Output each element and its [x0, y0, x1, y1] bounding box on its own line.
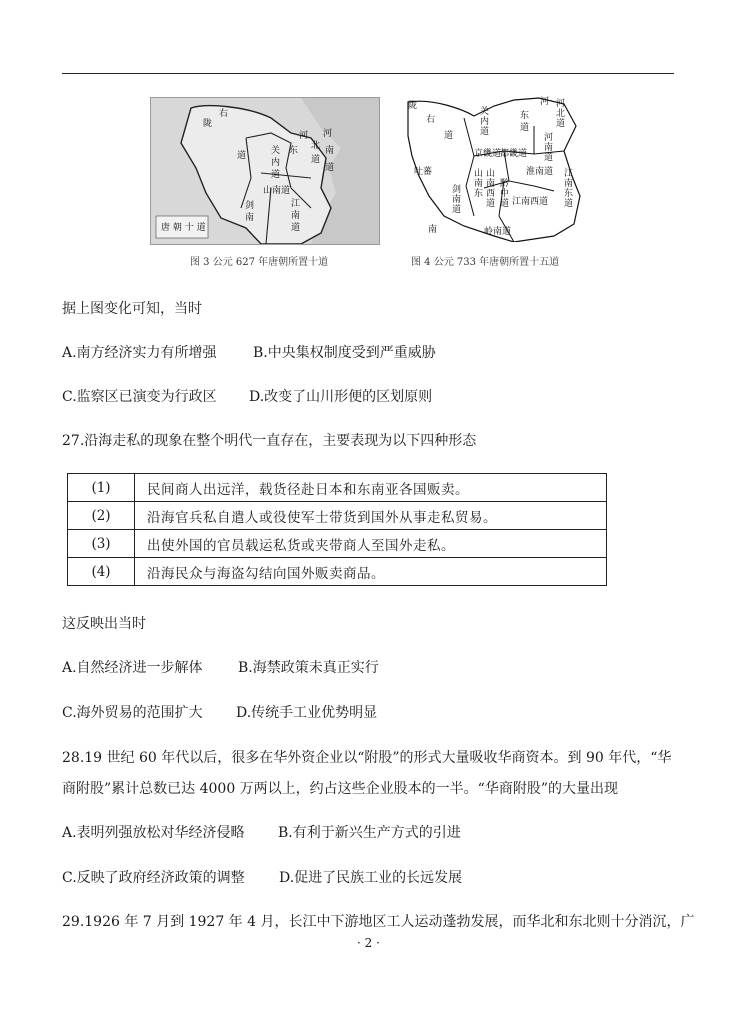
map-label: 山南道 [263, 186, 291, 196]
table-cell-text: 民间商人出远洋，载货径赴日本和东南亚各国贩卖。 [135, 474, 607, 502]
map-label: 江南西道 [512, 197, 549, 207]
table-cell-text: 沿海民众与海盗勾结向国外贩卖商品。 [135, 558, 607, 586]
map-label: 道 [520, 123, 530, 133]
map-label: 南 [245, 213, 255, 223]
q26-stem: 据上图变化可知，当时 [62, 301, 202, 317]
map-label: 南 [486, 179, 496, 189]
map-label: 剑 [452, 185, 462, 195]
table-row [68, 530, 607, 558]
q26-option-b: B.中央集权制度受到严重威胁 [253, 345, 436, 361]
map-label: 道 [564, 199, 574, 209]
map-label: 黔 [500, 179, 510, 189]
map-label: 北 [556, 109, 566, 119]
q28-option-b: B.有利于新兴生产方式的引进 [278, 825, 461, 841]
map-label: 道 [480, 127, 490, 137]
map-label: 吐蕃 [414, 167, 433, 177]
map-label: 都畿道 [500, 149, 528, 159]
map-label: 河 [544, 133, 554, 143]
table-cell-text: 出使外国的官员载运私货或夹带商人至国外走私。 [135, 530, 607, 558]
map-label: 道 [271, 170, 281, 180]
map-label: 南 [544, 143, 554, 153]
map-label: 道 [486, 199, 496, 209]
table-cell-num: (3) [68, 530, 135, 558]
map-label: 东 [474, 189, 484, 199]
map-label: 淮南道 [526, 167, 554, 177]
q26-option-c: C.监察区已演变为行政区 [62, 389, 217, 405]
map-label: 江 [291, 199, 301, 209]
figure-3-map [150, 97, 380, 245]
q26-option-d: D.改变了山川形便的区划原则 [249, 389, 433, 405]
map-label: 西 [486, 189, 496, 199]
map-label: 陇 [203, 119, 213, 129]
table-row [68, 558, 607, 586]
map-label: 关 [480, 107, 490, 117]
map-label: 东 [564, 189, 574, 199]
map-label: 南 [325, 146, 335, 156]
map-label: 道 [291, 223, 301, 233]
map-label: 内 [271, 158, 281, 168]
q28-line-1: 28.19 世纪 60 年代以后，很多在华外资企业以“附股”的形式大量吸收华商资本。到 90 年代，“华 [62, 750, 672, 766]
map-label: 河 [323, 129, 333, 139]
q27-option-d: D.传统手工业优势明显 [236, 705, 378, 721]
map-label: 东 [520, 111, 530, 121]
map-label: 道 [311, 155, 321, 165]
q27-stem: 27.沿海走私的现象在整个明代一直存在，主要表现为以下四种形态 [62, 433, 477, 449]
map-label: 陇 [408, 101, 418, 111]
q27-option-c: C.海外贸易的范围扩大 [62, 705, 203, 721]
map-label: 南 [474, 179, 484, 189]
q28-option-c: C.反映了政府经济政策的调整 [62, 870, 245, 886]
map-label: 南 [452, 195, 462, 205]
q27-option-a: A.自然经济进一步解体 [62, 660, 203, 676]
table-cell-num: (2) [68, 502, 135, 530]
map-label: 东 [289, 146, 299, 156]
map-label: 道 [237, 151, 247, 161]
q27-after: 这反映出当时 [62, 616, 146, 632]
table-row [68, 474, 607, 502]
map-label: 江 [564, 169, 574, 179]
q28-option-d: D.促进了民族工业的长远发展 [279, 870, 463, 886]
map-label: 京畿道 [474, 149, 502, 159]
map-label: 道 [452, 205, 462, 215]
figure-3-legend: 唐 朝 十 道 [161, 223, 206, 233]
map-label: 河 [299, 131, 309, 141]
q29-line-1: 29.1926 年 7 月到 1927 年 4 月，长江中下游地区工人运动蓬勃发展，而华北和东北则十分消沉，广 [62, 914, 695, 930]
header-rule [62, 73, 674, 74]
map-label: 南 [291, 211, 301, 221]
map-label: 山 [486, 169, 496, 179]
page-number: · 2 · [357, 936, 380, 950]
map-label: 岭南道 [484, 227, 512, 237]
map-label: 道 [544, 153, 554, 163]
map-label: 南 [564, 179, 574, 189]
map-label: 道 [556, 119, 566, 129]
map-label: 南 [428, 225, 438, 235]
map-label: 河 [556, 99, 566, 109]
map-label: 剑 [245, 201, 255, 211]
figure-4-caption: 图 4 公元 733 年唐朝所置十五道 [411, 257, 560, 268]
map-label: 河 [540, 97, 550, 107]
map-label: 中 [500, 189, 510, 199]
map-label: 道 [325, 163, 335, 173]
q28-option-a: A.表明列强放松对华经济侵略 [62, 825, 245, 841]
q27-option-b: B.海禁政策未真正实行 [238, 660, 379, 676]
map-label: 山 [474, 169, 484, 179]
map-label: 北 [311, 141, 321, 151]
table-cell-num: (1) [68, 474, 135, 502]
q26-option-a: A.南方经济实力有所增强 [62, 345, 217, 361]
map-label: 右 [426, 115, 436, 125]
table-cell-num: (4) [68, 558, 135, 586]
q27-table [67, 473, 607, 586]
q28-line-2: 商附股”累计总数已达 4000 万两以上，约占这些企业股本的一半。“华商附股”的大量出现 [62, 781, 618, 797]
figure-3-caption: 图 3 公元 627 年唐朝所置十道 [190, 257, 329, 268]
map-label: 道 [500, 199, 510, 209]
table-cell-text: 沿海官兵私自遣人或役使军士带货到国外从事走私贸易。 [135, 502, 607, 530]
table-row [68, 502, 607, 530]
map-label: 关 [271, 146, 281, 156]
map-label: 右 [219, 109, 229, 119]
map-label: 道 [444, 131, 454, 141]
figure-4-map [404, 96, 582, 242]
map-label: 内 [480, 117, 490, 127]
